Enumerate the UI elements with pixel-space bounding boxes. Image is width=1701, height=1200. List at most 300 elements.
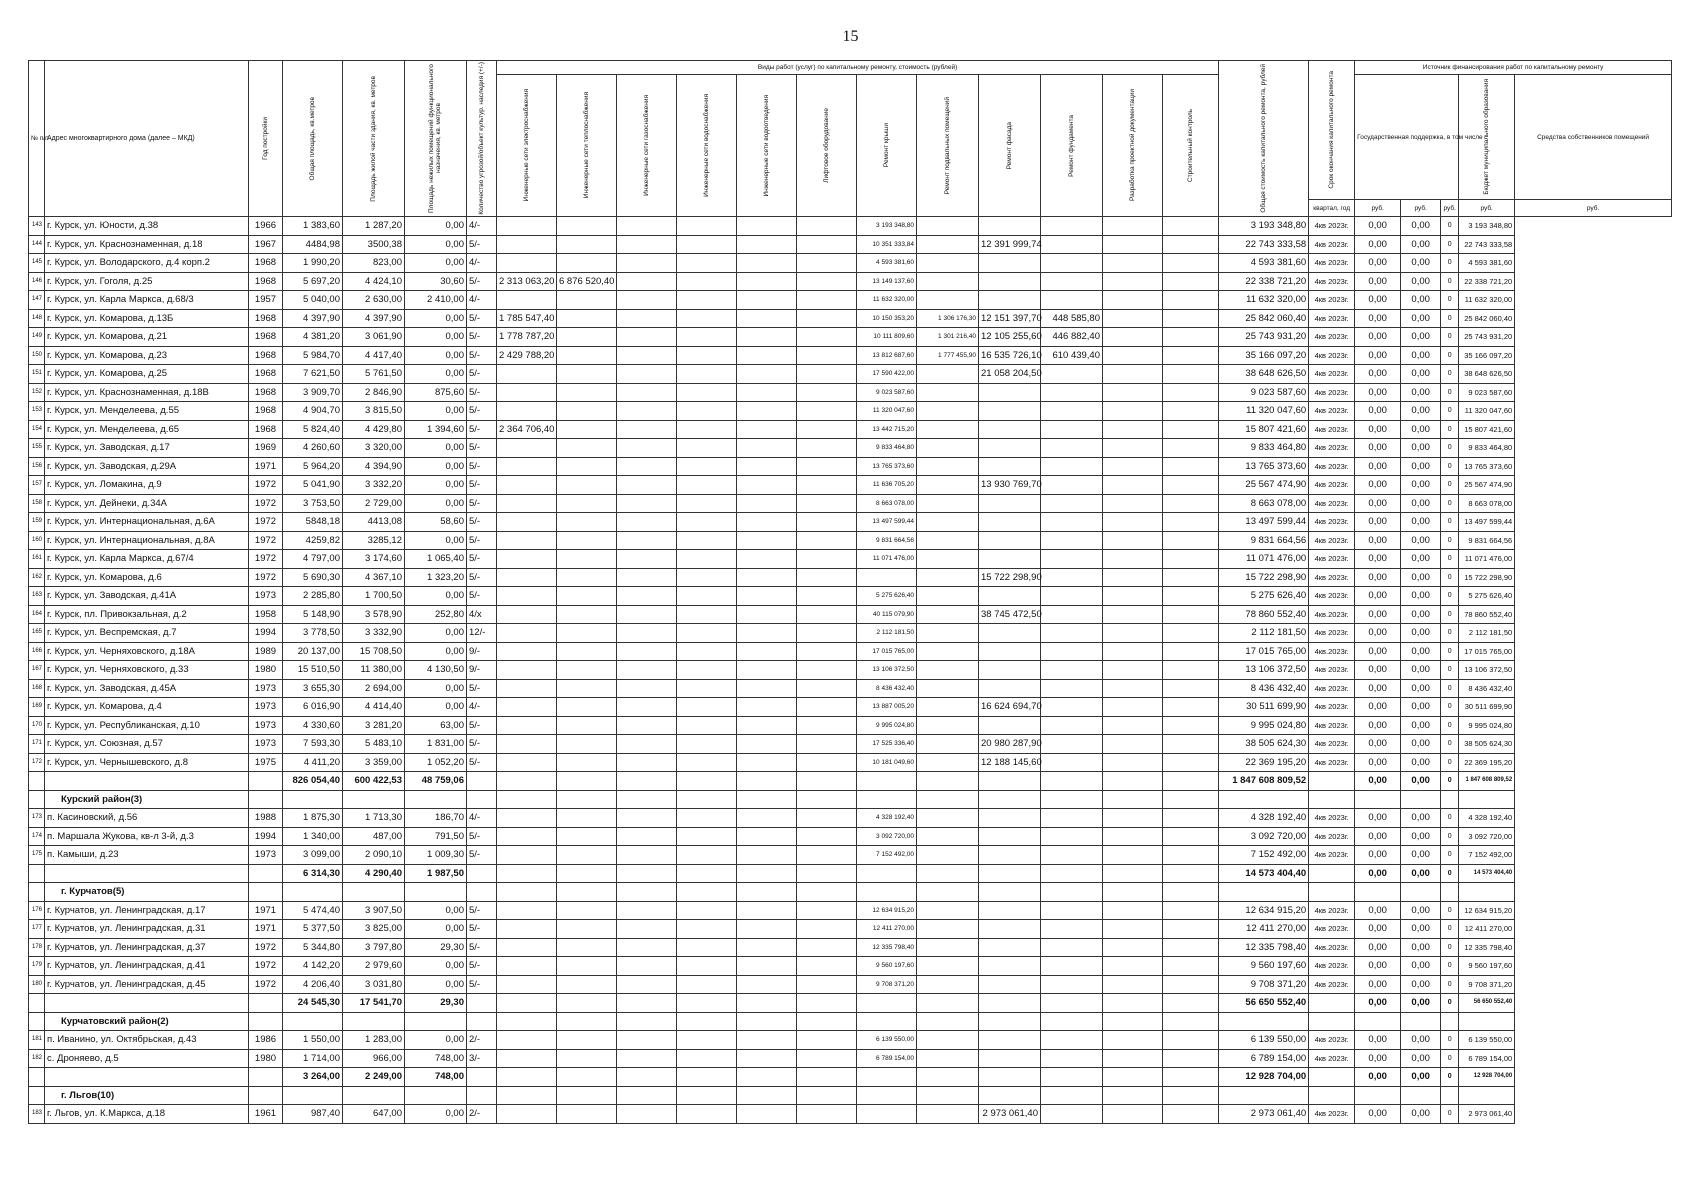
row-area-total: 2 285,80 [283, 587, 343, 606]
row-area-nonliving: 30,60 [405, 272, 467, 291]
row-elec [497, 587, 557, 606]
row-fund: 0,00 [1355, 235, 1401, 254]
row-control [1163, 624, 1219, 643]
row-area-total: 3 909,70 [283, 383, 343, 402]
row-foundation [1041, 568, 1103, 587]
row-project [1103, 494, 1163, 513]
row-control [1163, 957, 1219, 976]
sub-area-total: 3 264,00 [283, 1068, 343, 1087]
row-regional: 0,00 [1401, 1031, 1441, 1050]
row-culture: 5/- [467, 568, 497, 587]
header-rub-5: руб. [1515, 200, 1672, 217]
group-empty [1219, 1086, 1309, 1105]
row-num: 174 [29, 827, 45, 846]
row-foundation [1041, 476, 1103, 495]
row-foundation [1041, 1031, 1103, 1050]
row-total: 8 436 432,40 [1219, 679, 1309, 698]
row-lift [797, 217, 857, 236]
row-culture: 4/- [467, 809, 497, 828]
table-row [29, 272, 1672, 291]
row-gas [617, 254, 677, 273]
row-num: 158 [29, 494, 45, 513]
row-control [1163, 365, 1219, 384]
row-drain [737, 624, 797, 643]
row-regional: 0,00 [1401, 809, 1441, 828]
row-total: 2 973 061,40 [1219, 1105, 1309, 1124]
row-foundation [1041, 716, 1103, 735]
row-fund: 0,00 [1355, 827, 1401, 846]
row-year: 1975 [249, 753, 283, 772]
row-area-living: 4 397,90 [343, 309, 405, 328]
row-total: 3 193 348,80 [1219, 217, 1309, 236]
row-area-nonliving: 4 130,50 [405, 661, 467, 680]
row-fund: 0,00 [1355, 476, 1401, 495]
row-heat [557, 679, 617, 698]
row-roof: 9 831 664,56 [857, 531, 917, 550]
row-year: 1973 [249, 846, 283, 865]
row-elec [497, 753, 557, 772]
sub-area-nonliving: 748,00 [405, 1068, 467, 1087]
row-area-living: 3 281,20 [343, 716, 405, 735]
row-area-living: 3 174,60 [343, 550, 405, 569]
row-area-total: 4 381,20 [283, 328, 343, 347]
row-facade [979, 457, 1041, 476]
row-area-total: 5 040,00 [283, 291, 343, 310]
sub-empty [557, 864, 617, 883]
row-year: 1989 [249, 642, 283, 661]
row-project [1103, 753, 1163, 772]
row-water [677, 457, 737, 476]
row-facade [979, 402, 1041, 421]
row-basement [917, 938, 979, 957]
row-water [677, 513, 737, 532]
row-owners: 9 023 587,60 [1459, 383, 1515, 402]
row-owners: 22 743 333,58 [1459, 235, 1515, 254]
row-regional: 0,00 [1401, 513, 1441, 532]
table-row [29, 957, 1672, 976]
row-water [677, 217, 737, 236]
row-culture: 4/- [467, 291, 497, 310]
row-facade [979, 291, 1041, 310]
row-foundation [1041, 846, 1103, 865]
row-area-nonliving: 63,00 [405, 716, 467, 735]
row-total: 7 152 492,00 [1219, 846, 1309, 865]
row-facade [979, 531, 1041, 550]
row-total: 25 842 060,40 [1219, 309, 1309, 328]
row-num: 151 [29, 365, 45, 384]
row-year: 1969 [249, 439, 283, 458]
row-elec [497, 457, 557, 476]
row-project [1103, 272, 1163, 291]
row-total: 6 139 550,00 [1219, 1031, 1309, 1050]
row-area-living: 11 380,00 [343, 661, 405, 680]
row-num: 152 [29, 383, 45, 402]
row-drain [737, 587, 797, 606]
row-drain [737, 975, 797, 994]
sub-empty [1041, 994, 1103, 1013]
group-empty [557, 1086, 617, 1105]
sub-year [249, 864, 283, 883]
row-address: п. Касиновский, д.56 [45, 809, 249, 828]
table-row [29, 235, 1672, 254]
row-heat [557, 254, 617, 273]
row-area-total: 4 904,70 [283, 402, 343, 421]
row-owners: 17 015 765,00 [1459, 642, 1515, 661]
row-area-nonliving: 0,00 [405, 328, 467, 347]
group-empty [737, 883, 797, 902]
row-water [677, 957, 737, 976]
row-control [1163, 753, 1219, 772]
row-area-living: 4 424,10 [343, 272, 405, 291]
sub-owners: 12 928 704,00 [1459, 1068, 1515, 1087]
group-empty [1309, 1012, 1355, 1031]
row-area-total: 7 593,30 [283, 735, 343, 754]
row-water [677, 328, 737, 347]
row-foundation [1041, 587, 1103, 606]
row-year: 1973 [249, 698, 283, 717]
row-deadline: 4кв 2023г. [1309, 698, 1355, 717]
row-water [677, 753, 737, 772]
row-roof: 10 351 333,84 [857, 235, 917, 254]
sub-num [29, 994, 45, 1013]
row-lift [797, 827, 857, 846]
row-elec [497, 254, 557, 273]
row-water [677, 1049, 737, 1068]
sub-total: 1 847 608 809,52 [1219, 772, 1309, 791]
row-foundation [1041, 698, 1103, 717]
row-address: г. Курск, ул. Республиканская, д.10 [45, 716, 249, 735]
row-basement [917, 365, 979, 384]
sub-fund: 0,00 [1355, 1068, 1401, 1087]
row-heat [557, 1049, 617, 1068]
row-address: г. Курск, ул. Чернышевского, д.8 [45, 753, 249, 772]
sub-total: 12 928 704,00 [1219, 1068, 1309, 1087]
row-area-nonliving: 0,00 [405, 975, 467, 994]
sub-area-living: 2 249,00 [343, 1068, 405, 1087]
row-fund: 0,00 [1355, 309, 1401, 328]
capital-repair-table [28, 60, 1672, 1124]
row-area-total: 1 714,00 [283, 1049, 343, 1068]
row-total: 12 634 915,20 [1219, 901, 1309, 920]
row-area-total: 4 142,20 [283, 957, 343, 976]
row-year: 1973 [249, 716, 283, 735]
row-municipal: 0 [1441, 642, 1459, 661]
row-drain [737, 1105, 797, 1124]
row-control [1163, 383, 1219, 402]
row-area-living: 2 846,90 [343, 383, 405, 402]
row-roof: 3 092 720,00 [857, 827, 917, 846]
group-empty [283, 1012, 343, 1031]
row-owners: 35 166 097,20 [1459, 346, 1515, 365]
row-deadline: 4кв 2023г. [1309, 679, 1355, 698]
row-address: г. Курск, ул. Черняховского, д.33 [45, 661, 249, 680]
row-drain [737, 328, 797, 347]
row-foundation [1041, 975, 1103, 994]
row-area-living: 15 708,50 [343, 642, 405, 661]
group-empty [1309, 790, 1355, 809]
row-basement [917, 531, 979, 550]
row-foundation [1041, 735, 1103, 754]
row-facade [979, 624, 1041, 643]
row-owners: 13 765 373,60 [1459, 457, 1515, 476]
row-fund: 0,00 [1355, 735, 1401, 754]
row-roof [857, 1105, 917, 1124]
row-fund: 0,00 [1355, 513, 1401, 532]
row-deadline: 4кв 2023г. [1309, 402, 1355, 421]
row-regional: 0,00 [1401, 235, 1441, 254]
row-elec [497, 217, 557, 236]
group-empty [1355, 883, 1401, 902]
row-heat [557, 587, 617, 606]
row-heat [557, 975, 617, 994]
row-project [1103, 550, 1163, 569]
row-regional: 0,00 [1401, 1049, 1441, 1068]
row-fund: 0,00 [1355, 716, 1401, 735]
table-header [29, 61, 1672, 217]
group-empty [857, 1086, 917, 1105]
group-empty [1459, 790, 1515, 809]
row-basement [917, 716, 979, 735]
row-roof: 4 593 381,60 [857, 254, 917, 273]
row-drain [737, 309, 797, 328]
row-roof: 10 150 353,20 [857, 309, 917, 328]
row-lift [797, 901, 857, 920]
row-control [1163, 254, 1219, 273]
row-deadline: 4кв 2023г. [1309, 346, 1355, 365]
row-fund: 0,00 [1355, 698, 1401, 717]
row-deadline: 4кв 2023г. [1309, 587, 1355, 606]
row-regional: 0,00 [1401, 957, 1441, 976]
row-municipal: 0 [1441, 420, 1459, 439]
sub-area-total: 24 545,30 [283, 994, 343, 1013]
row-year: 1968 [249, 402, 283, 421]
row-regional: 0,00 [1401, 254, 1441, 273]
row-project [1103, 457, 1163, 476]
row-elec [497, 920, 557, 939]
row-basement [917, 735, 979, 754]
row-control [1163, 642, 1219, 661]
table-row [29, 624, 1672, 643]
sub-deadline [1309, 772, 1355, 791]
row-heat [557, 938, 617, 957]
row-municipal: 0 [1441, 531, 1459, 550]
row-deadline: 4кв 2023г. [1309, 457, 1355, 476]
row-total: 11 320 047,60 [1219, 402, 1309, 421]
row-project [1103, 531, 1163, 550]
row-drain [737, 1031, 797, 1050]
row-regional: 0,00 [1401, 457, 1441, 476]
group-empty [497, 790, 557, 809]
row-total: 4 328 192,40 [1219, 809, 1309, 828]
header-drain: Инженерные сети водоотведения [737, 75, 797, 217]
row-total: 4 593 381,60 [1219, 254, 1309, 273]
row-year: 1972 [249, 938, 283, 957]
row-foundation [1041, 439, 1103, 458]
row-deadline: 4кв 2023г. [1309, 809, 1355, 828]
row-roof: 13 149 137,60 [857, 272, 917, 291]
row-municipal: 0 [1441, 550, 1459, 569]
row-foundation [1041, 679, 1103, 698]
row-gas [617, 217, 677, 236]
row-fund: 0,00 [1355, 679, 1401, 698]
row-drain [737, 809, 797, 828]
row-facade [979, 920, 1041, 939]
row-num: 171 [29, 735, 45, 754]
row-facade [979, 587, 1041, 606]
row-drain [737, 420, 797, 439]
sub-empty [737, 1068, 797, 1087]
row-num: 176 [29, 901, 45, 920]
row-municipal: 0 [1441, 1049, 1459, 1068]
row-drain [737, 1049, 797, 1068]
row-lift [797, 494, 857, 513]
row-elec: 2 313 063,20 [497, 272, 557, 291]
sub-total: 56 650 552,40 [1219, 994, 1309, 1013]
sub-municipal: 0 [1441, 772, 1459, 791]
row-total: 35 166 097,20 [1219, 346, 1309, 365]
row-area-total: 4484,98 [283, 235, 343, 254]
row-foundation [1041, 550, 1103, 569]
row-foundation: 446 882,40 [1041, 328, 1103, 347]
page-number: 15 [842, 28, 859, 45]
row-area-living: 3 815,50 [343, 402, 405, 421]
row-owners: 12 335 798,40 [1459, 938, 1515, 957]
row-total: 9 560 197,60 [1219, 957, 1309, 976]
row-area-total: 6 016,90 [283, 698, 343, 717]
row-area-living: 3 320,00 [343, 439, 405, 458]
header-roof: Ремонт крыши [857, 75, 917, 217]
row-drain [737, 661, 797, 680]
row-roof: 9 023 587,60 [857, 383, 917, 402]
sub-municipal: 0 [1441, 994, 1459, 1013]
row-lift [797, 365, 857, 384]
sub-empty [797, 1068, 857, 1087]
sub-empty [497, 772, 557, 791]
row-foundation [1041, 494, 1103, 513]
row-foundation: 448 585,80 [1041, 309, 1103, 328]
sub-empty [797, 994, 857, 1013]
row-culture: 5/- [467, 476, 497, 495]
row-elec: 2 429 788,20 [497, 346, 557, 365]
row-heat [557, 827, 617, 846]
sub-empty [557, 994, 617, 1013]
row-area-total: 1 340,00 [283, 827, 343, 846]
group-empty [1219, 790, 1309, 809]
row-gas [617, 346, 677, 365]
row-deadline: 4кв 2023г. [1309, 235, 1355, 254]
row-lift [797, 1105, 857, 1124]
row-total: 8 663 078,00 [1219, 494, 1309, 513]
row-municipal: 0 [1441, 661, 1459, 680]
sub-empty [677, 994, 737, 1013]
row-fund: 0,00 [1355, 901, 1401, 920]
row-area-total: 4 330,60 [283, 716, 343, 735]
row-gas [617, 827, 677, 846]
row-control [1163, 291, 1219, 310]
table-row [29, 661, 1672, 680]
row-regional: 0,00 [1401, 716, 1441, 735]
table-row [29, 291, 1672, 310]
row-elec: 1 778 787,20 [497, 328, 557, 347]
row-fund: 0,00 [1355, 1105, 1401, 1124]
sub-owners: 56 650 552,40 [1459, 994, 1515, 1013]
row-deadline: 4кв 2023г. [1309, 550, 1355, 569]
row-drain [737, 494, 797, 513]
row-project [1103, 439, 1163, 458]
row-deadline: 4кв 2023г. [1309, 254, 1355, 273]
row-drain [737, 753, 797, 772]
row-culture: 5/- [467, 550, 497, 569]
header-address: Адрес многоквартирного дома (далее – МКД) [45, 61, 249, 217]
group-name: Курчатовский район(2) [45, 1012, 249, 1031]
sub-empty [1103, 1068, 1163, 1087]
row-num: 170 [29, 716, 45, 735]
group-empty [1355, 1086, 1401, 1105]
group-empty [677, 1086, 737, 1105]
row-facade [979, 901, 1041, 920]
group-empty [1441, 883, 1459, 902]
row-address: п. Маршала Жукова, кв-л 3-й, д.3 [45, 827, 249, 846]
row-owners: 13 106 372,50 [1459, 661, 1515, 680]
row-culture: 3/- [467, 1049, 497, 1068]
row-gas [617, 642, 677, 661]
row-basement [917, 291, 979, 310]
row-owners: 9 831 664,56 [1459, 531, 1515, 550]
row-municipal: 0 [1441, 476, 1459, 495]
row-regional: 0,00 [1401, 698, 1441, 717]
sub-empty [1163, 1068, 1219, 1087]
row-deadline: 4кв 2023г. [1309, 1049, 1355, 1068]
row-area-total: 5848,18 [283, 513, 343, 532]
row-heat [557, 624, 617, 643]
sub-empty [617, 994, 677, 1013]
sub-regional: 0,00 [1401, 864, 1441, 883]
row-project [1103, 920, 1163, 939]
group-name: г. Курчатов(5) [45, 883, 249, 902]
row-area-nonliving: 2 410,00 [405, 291, 467, 310]
row-gas [617, 291, 677, 310]
row-area-living: 2 979,60 [343, 957, 405, 976]
row-num: 173 [29, 809, 45, 828]
row-lift [797, 920, 857, 939]
header-deadline: Срок окончания капитального ремонта [1309, 61, 1355, 200]
row-facade [979, 809, 1041, 828]
row-area-nonliving: 0,00 [405, 457, 467, 476]
row-elec [497, 550, 557, 569]
sub-empty [857, 1068, 917, 1087]
row-project [1103, 624, 1163, 643]
row-drain [737, 920, 797, 939]
row-year: 1971 [249, 920, 283, 939]
row-fund: 0,00 [1355, 420, 1401, 439]
sub-fund: 0,00 [1355, 994, 1401, 1013]
row-area-living: 2 630,00 [343, 291, 405, 310]
row-year: 1968 [249, 254, 283, 273]
row-num: 172 [29, 753, 45, 772]
row-area-total: 3 099,00 [283, 846, 343, 865]
row-regional: 0,00 [1401, 975, 1441, 994]
row-control [1163, 735, 1219, 754]
group-empty [857, 883, 917, 902]
row-fund: 0,00 [1355, 272, 1401, 291]
row-area-nonliving: 0,00 [405, 531, 467, 550]
row-gas [617, 624, 677, 643]
row-basement [917, 1049, 979, 1068]
row-lift [797, 420, 857, 439]
row-gas [617, 402, 677, 421]
row-water [677, 383, 737, 402]
row-elec [497, 661, 557, 680]
